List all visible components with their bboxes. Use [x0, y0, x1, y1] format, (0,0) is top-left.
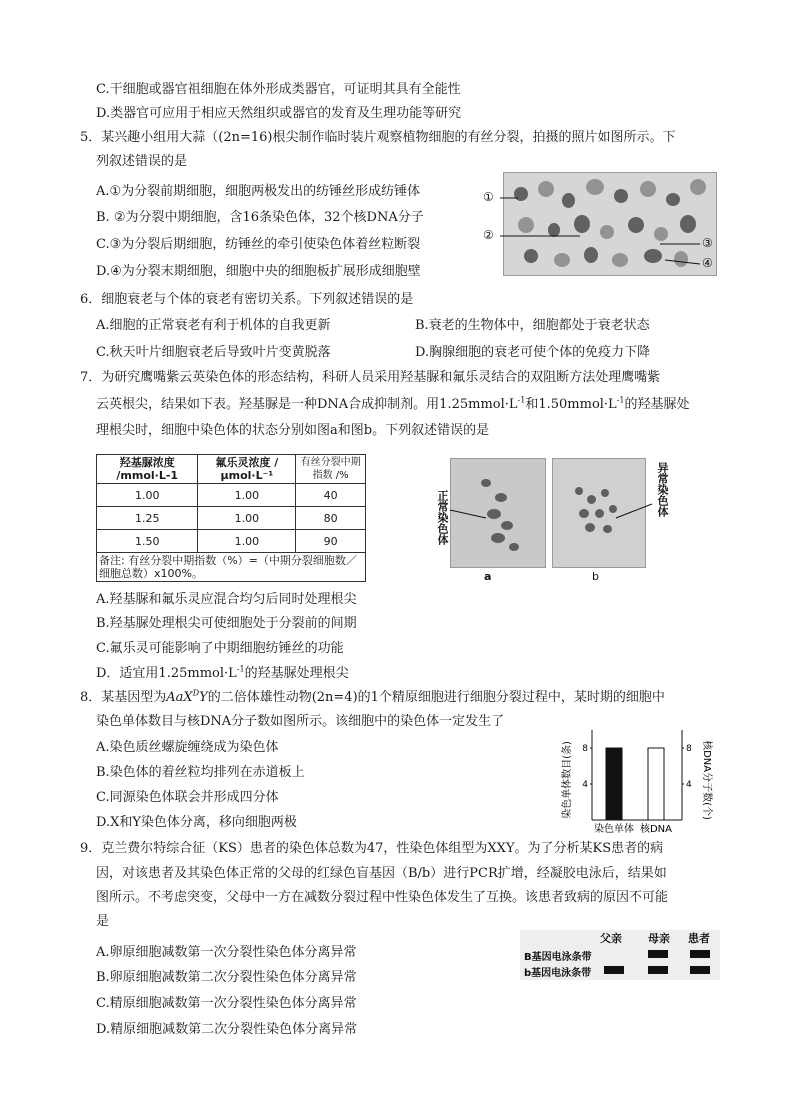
- q7-caption-a: a: [484, 570, 492, 583]
- q7-table-header-1: 羟基脲浓度 /mmol·L-1: [97, 455, 198, 484]
- table-cell: 1.00: [97, 484, 198, 507]
- q5-option-c: C.③为分裂后期细胞，纺锤丝的牵引使染色体着丝粒断裂: [96, 237, 421, 252]
- chart-tick-label: 8: [686, 744, 692, 754]
- fig5-label-4: ④: [702, 256, 713, 270]
- fig5-label-3: ③: [702, 236, 713, 250]
- chart-tick-label: 4: [686, 780, 692, 790]
- table-cell: 1.00: [198, 507, 296, 530]
- q9-stem-cont3: 是: [96, 914, 110, 929]
- q7-stem-cont1: [96, 395, 690, 415]
- q7-option-b: B.羟基脲处理根尖可使细胞处于分裂前的间期: [96, 616, 357, 631]
- gel-col-father: 父亲: [600, 932, 622, 945]
- q8-stem: [80, 688, 665, 708]
- q7-table: [96, 454, 366, 582]
- option-c-prev: C.干细胞或器官祖细胞在体外形成类器官，可证明其具有全能性: [96, 82, 461, 97]
- q7-stem-text-3: 的羟基脲处: [624, 397, 690, 412]
- gel-band: [604, 966, 624, 974]
- q7-stem-text-2: 和1.50mmol·L: [525, 397, 617, 412]
- q8-stem-text-1: 8．某基因型为: [80, 690, 167, 705]
- q7-stem: 7．为研究鹰嘴紫云英染色体的形态结构，科研人员采用羟基脲和氟乐灵结合的双阻断方法处理鹰嘴紫: [80, 370, 661, 385]
- q8-option-d: D.X和Y染色体分离，移向细胞两极: [96, 815, 297, 830]
- q7-table-header-2: 氟乐灵浓度 /μmol·L⁻¹: [198, 455, 296, 484]
- q9-stem-cont2: 图所示。不考虑突变，父母中一方在减数分裂过程中性染色体发生了互换。该患者致病的原因不可能: [96, 890, 669, 905]
- chart-tick-label: 8: [582, 744, 588, 754]
- chart-bar: [648, 748, 664, 820]
- chart-category-label: 染色单体: [594, 824, 634, 835]
- q6-option-b: B.衰老的生物体中，细胞都处于衰老状态: [415, 318, 650, 333]
- table-cell: 1.50: [97, 530, 198, 553]
- q7-option-c: C.氟乐灵可能影响了中期细胞纺锤丝的功能: [96, 641, 344, 656]
- q7-sup-1: -1: [517, 395, 526, 405]
- q7-option-a: A.羟基脲和氟乐灵应混合均匀后同时处理根尖: [96, 592, 357, 607]
- q5-stem-cont: 列叙述错误的是: [96, 154, 188, 169]
- table-row: [97, 530, 366, 553]
- q7-option-d-text: D．适宜用1.25mmol·L: [96, 666, 237, 681]
- gel-col-mother: 母亲: [648, 932, 670, 945]
- q7-option-d-sup: -1: [236, 664, 245, 674]
- q8-bar-chart: [556, 724, 716, 836]
- q9-stem-cont1: 因，对该患者及其染色体正常的父母的红绿色盲基因（B/b）进行PCR扩增，经凝胶电泳后，结果如: [96, 866, 667, 881]
- table-row: [97, 484, 366, 507]
- gel-row-B: B基因电泳条带: [524, 952, 592, 963]
- q8-genotype: AaX: [166, 690, 193, 705]
- chart-bar: [606, 748, 622, 820]
- table-cell: 90: [296, 530, 366, 553]
- gel-band: [648, 950, 668, 958]
- q6-stem: 6．细胞衰老与个体的衰老有密切关系。下列叙述错误的是: [80, 292, 414, 307]
- q9-option-d: D.精原细胞减数第二次分裂性染色体分离异常: [96, 1022, 358, 1037]
- q8-genotype-y: Y: [199, 690, 208, 705]
- fig5-pointer-lines: [490, 190, 716, 270]
- fig5-label-2: ②: [483, 228, 494, 242]
- chart-category-label: 核DNA: [639, 824, 673, 835]
- q7-stem-text-1: 云英根尖，结果如下表。羟基脲是一种DNA合成抑制剂。用1.25mmol·L: [96, 397, 518, 412]
- q5-stem: 5．某兴趣小组用大蒜（(2n=16)根尖制作临时装片观察植物细胞的有丝分裂，拍摄的照片如图所示。下: [80, 130, 676, 145]
- q8-option-a: A.染色质丝螺旋缠绕成为染色体: [96, 740, 279, 755]
- q9-stem: 9．克兰费尔特综合征（KS）患者的染色体总数为47，性染色体组型为XXY。为了分析某KS患者的病: [80, 841, 664, 856]
- q7-fig-label-abnormal: 异常染色体: [656, 462, 669, 517]
- q6-option-a: A.细胞的正常衰老有利于机体的自我更新: [96, 318, 331, 333]
- gel-band: [690, 950, 710, 958]
- q8-option-b: B.染色体的着丝粒均排列在赤道板上: [96, 765, 305, 780]
- q8-option-c: C.同源染色体联会并形成四分体: [96, 790, 279, 805]
- option-d-prev: D.类器官可应用于相应天然组织或器官的发育及生理功能等研究: [96, 106, 462, 121]
- table-cell: 1.00: [198, 484, 296, 507]
- table-cell: 1.25: [97, 507, 198, 530]
- fig5-label-1: ①: [483, 190, 494, 204]
- q5-option-b: B. ②为分裂中期细胞，含16条染色体，32个核DNA分子: [96, 210, 424, 225]
- gel-col-patient: 患者: [688, 932, 710, 945]
- q9-option-b: B.卵原细胞减数第二次分裂性染色体分离异常: [96, 970, 357, 985]
- q7-table-header-3: 有丝分裂中期指数 /%: [296, 455, 366, 484]
- q9-gel-figure: [520, 930, 720, 980]
- q7-option-d-text-2: 的羟基脲处理根尖: [244, 666, 349, 681]
- q7-caption-b: b: [592, 570, 599, 583]
- table-cell: 80: [296, 507, 366, 530]
- q7-fig-label-normal: 正常染色体: [436, 490, 449, 545]
- q5-option-a: A.①为分裂前期细胞，细胞两极发出的纺锤丝形成纺锤体: [96, 184, 421, 199]
- q8-genotype-sup: D: [192, 688, 200, 698]
- table-cell: 1.00: [198, 530, 296, 553]
- q7-option-d: [96, 664, 349, 684]
- gel-band: [690, 966, 710, 974]
- q5-option-d: D.④为分裂末期细胞，细胞中央的细胞板扩展形成细胞壁: [96, 264, 421, 279]
- gel-band: [648, 966, 668, 974]
- q8-stem-cont: 染色单体数目与核DNA分子数如图所示。该细胞中的染色体一定发生了: [96, 714, 505, 729]
- q9-option-a: A.卵原细胞减数第一次分裂性染色体分离异常: [96, 945, 357, 960]
- chart-ylabel-left: 染色单体数目(条): [562, 741, 573, 819]
- q6-option-c: C.秋天叶片细胞衰老后导致叶片变黄脱落: [96, 345, 331, 360]
- gel-row-b: b基因电泳条带: [524, 968, 592, 979]
- chart-ylabel-right: 核DNA分子数(个): [701, 740, 712, 820]
- q9-option-c: C.精原细胞减数第一次分裂性染色体分离异常: [96, 996, 357, 1011]
- q7-fig-pointers: [446, 500, 656, 540]
- q7-table-note: 备注: 有丝分裂中期指数（%）=（中期分裂细胞数／细胞总数）x100%。: [97, 553, 366, 582]
- q6-option-d: D.胸腺细胞的衰老可使个体的免疫力下降: [415, 345, 651, 360]
- q8-stem-text-2: 的二倍体雄性动物(2n=4)的1个精原细胞进行细胞分裂过程中，某时期的细胞中: [207, 690, 665, 705]
- table-row: [97, 507, 366, 530]
- table-cell: 40: [296, 484, 366, 507]
- q7-stem-cont2: 理根尖时，细胞中染色体的状态分别如图a和图b。下列叙述错误的是: [96, 423, 490, 438]
- q7-sup-2: -1: [616, 395, 625, 405]
- chart-tick-label: 4: [582, 780, 588, 790]
